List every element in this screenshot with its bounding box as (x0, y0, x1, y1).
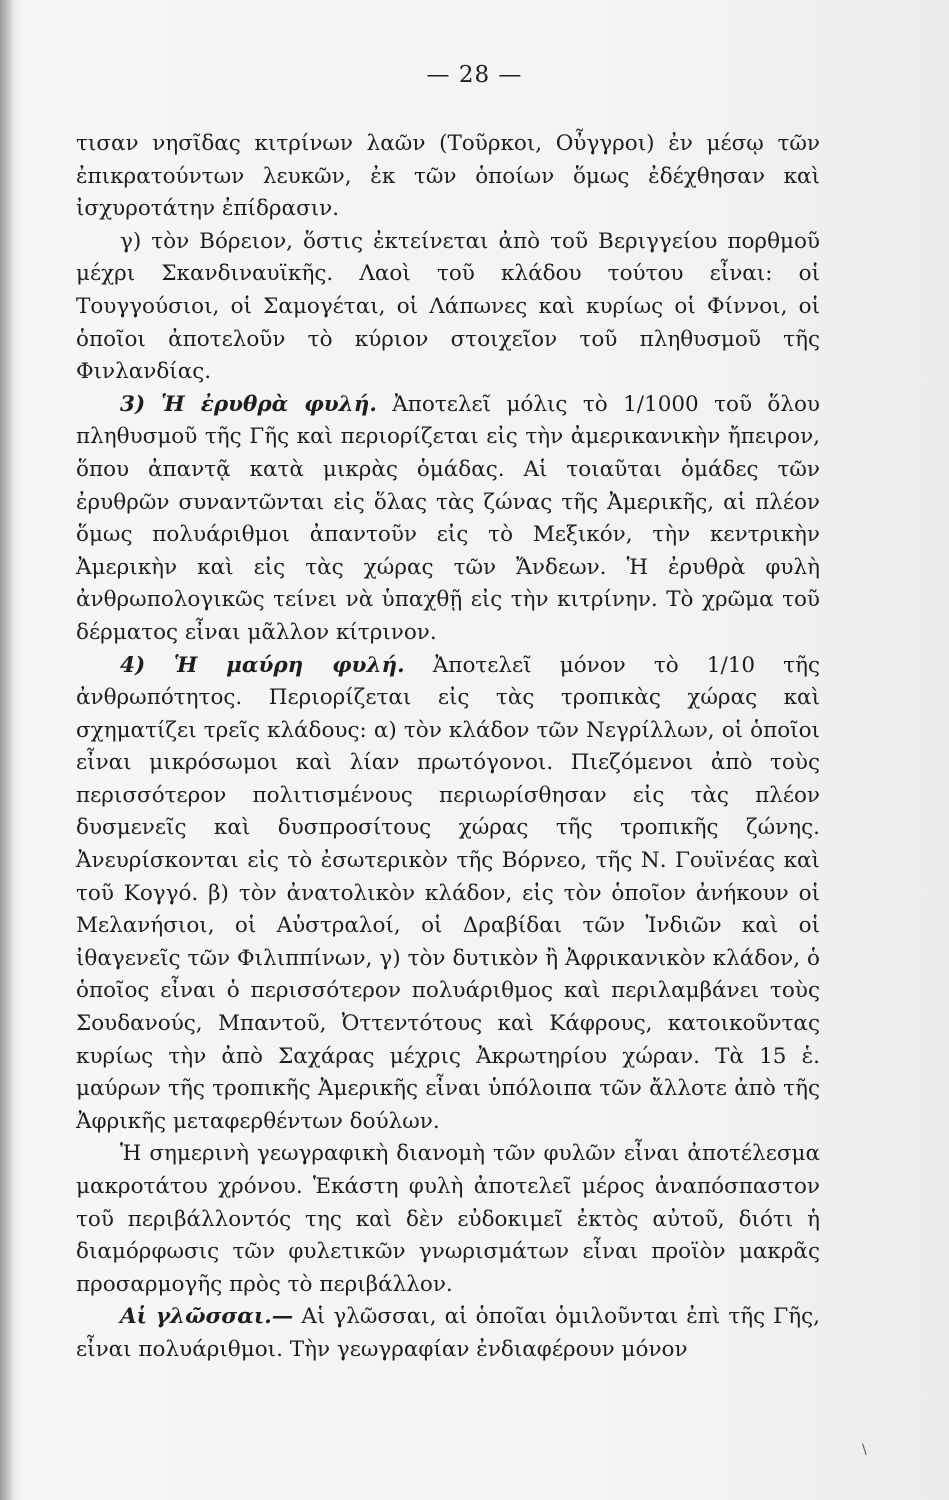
section-heading-red-race: 3) Ἡ ἐρυθρὰ φυλή. (120, 391, 377, 417)
section-heading-black-race: 4) Ἡ μαύρη φυλή. (120, 652, 405, 678)
page-number: — 28 — (426, 62, 523, 88)
paragraph-text: τισαν νησῖδας κιτρίνων λαῶν (Τοῦρκοι, Οὖγγροι) ἐν μέσῳ τῶν ἐπικρατούντων λευκῶν, ἐκ τῶν ὁποίων ὅμως ἐδέχθησαν καὶ ἰσχυροτάτην ἐπίδρασιν. (76, 131, 820, 222)
paragraph-text: Ἀποτελεῖ μόλις τὸ 1/1000 τοῦ ὅλου πληθυσμοῦ τῆς Γῆς καὶ περιορίζεται εἰς τὴν ἀμερικανικὴν ἤπειρον, ὅπου ἀπαντᾷ κατὰ μικρὰς ὁμάδας. Αἱ τοιαῦται ὁμάδες τῶν ἐρυθρῶν συναντῶνται εἰς ὅλας τὰς ζώνας τῆς Ἀμερικῆς, αἱ πλέον ὅμως πολυάριθμοι ἀπαντοῦν εἰς τὸ Μεξικόν, τὴν κεντρικὴν Ἀμερικὴν καὶ εἰς τὰς χώρας τῶν Ἄνδεων. Ἡ ἐρυθρὰ φυλὴ ἀνθρωπολογικῶς τείνει νὰ ὑπαχθῇ εἰς τὴν κιτρίνην. Τὸ χρῶμα τοῦ δέρματος εἶναι μᾶλλον κίτρινον. (76, 391, 821, 645)
paragraph-text: Ἡ σημερινὴ γεωγραφικὴ διανομὴ τῶν φυλῶν εἶναι ἀποτέλεσμα μακροτάτου χρόνου. Ἑκάστη φυλὴ ἀποτελεῖ μέρος ἀναπόσπαστον τοῦ περιβάλλοντός της καὶ δὲν εὐδοκιμεῖ ἐκτὸς αὐτοῦ, διότι ἡ διαμόρφωσις τῶν φυλετικῶν γνωρισμάτων εἶναι προϊὸν μακρᾶς προσαρμογῆς πρὸς τὸ περιβάλλον. (76, 1141, 820, 1297)
paragraph-2 (76, 226, 820, 389)
margin-mark: \ (862, 1442, 867, 1458)
paragraph-text: Αἱ γλῶσσαι, αἱ ὁποῖαι ὁμιλοῦνται ἐπὶ τῆς Γῆς, εἶναι πολυάριθμοι. Τὴν γεωγραφίαν ἐνδιαφέρουν μόνον (76, 1304, 820, 1362)
section-heading-languages: Αἱ γλῶσσαι.— (120, 1304, 294, 1330)
paragraph-text: γ) τὸν Βόρειον, ὅστις ἐκτείνεται ἀπὸ τοῦ Βεριγγείου πορθμοῦ μέχρι Σκανδιναυϊκῆς. Λαοὶ τοῦ κλάδου τούτου εἶναι: οἱ Τουγγούσιοι, οἱ Σαμογέται, οἱ Λάπωνες καὶ κυρίως οἱ Φίννοι, οἱ ὁποῖοι ἀποτελοῦν τὸ κύριον στοιχεῖον τοῦ πληθυσμοῦ τῆς Φινλανδίας. (76, 228, 820, 385)
paragraph-5 (76, 1138, 820, 1301)
paragraph-4 (76, 650, 820, 1139)
paragraph-text: Ἀποτελεῖ μόνον τὸ 1/10 τῆς ἀνθρωπότητος. Περιορίζεται εἰς τὰς τροπικὰς χώρας καὶ σχηματίζει τρεῖς κλάδους: α) τὸν κλάδον τῶν Νεγρίλλων, οἱ ὁποῖοι εἶναι μικρόσωμοι καὶ λίαν πρωτόγονοι. Πιεζόμενοι ἀπὸ τοὺς περισσότερον πολιτισμένους περιωρίσθησαν εἰς τὰς πλέον δυσμενεῖς καὶ δυσπροσίτους χώρας τῆς τροπικῆς ζώνης. Ἀνευρίσκονται εἰς τὸ ἐσωτερικὸν τῆς Βόρνεο, τῆς Ν. Γουϊνέας καὶ τοῦ Κογγό. β) τὸν ἀνατολικὸν κλάδον, εἰς τὸν ὁποῖον ἀνήκουν οἱ Μελανήσιοι, οἱ Αὐστραλοί, οἱ Δραβίδαι τῶν Ἰνδιῶν καὶ οἱ ἰθαγενεῖς τῶν Φιλιππίνων, γ) τὸν δυτικὸν ἢ Ἀφρικανικὸν κλάδον, ὁ ὁποῖος εἶναι ὁ περισσότερον πολυάριθμος καὶ περιλαμβάνει τοὺς Σουδανούς, Μπαντοῦ, Ὀττεντότους καὶ Κάφρους, κατοικοῦντας κυρίως τὴν ἀπὸ Σαχάρας μέχρις Ἀκρωτηρίου χώραν. Τὰ 15 ἑ. μαύρων τῆς τροπικῆς Ἀμερικῆς εἶναι ὑπόλοιπα τῶν ἄλλοτε ἀπὸ τῆς Ἀφρικῆς μεταφερθέντων δούλων. (76, 652, 821, 1134)
paragraph-6 (76, 1301, 820, 1366)
paragraph-3 (76, 389, 820, 650)
paragraph-1 (76, 128, 820, 226)
body-text (76, 128, 820, 1367)
binding-shadow (0, 0, 14, 1500)
